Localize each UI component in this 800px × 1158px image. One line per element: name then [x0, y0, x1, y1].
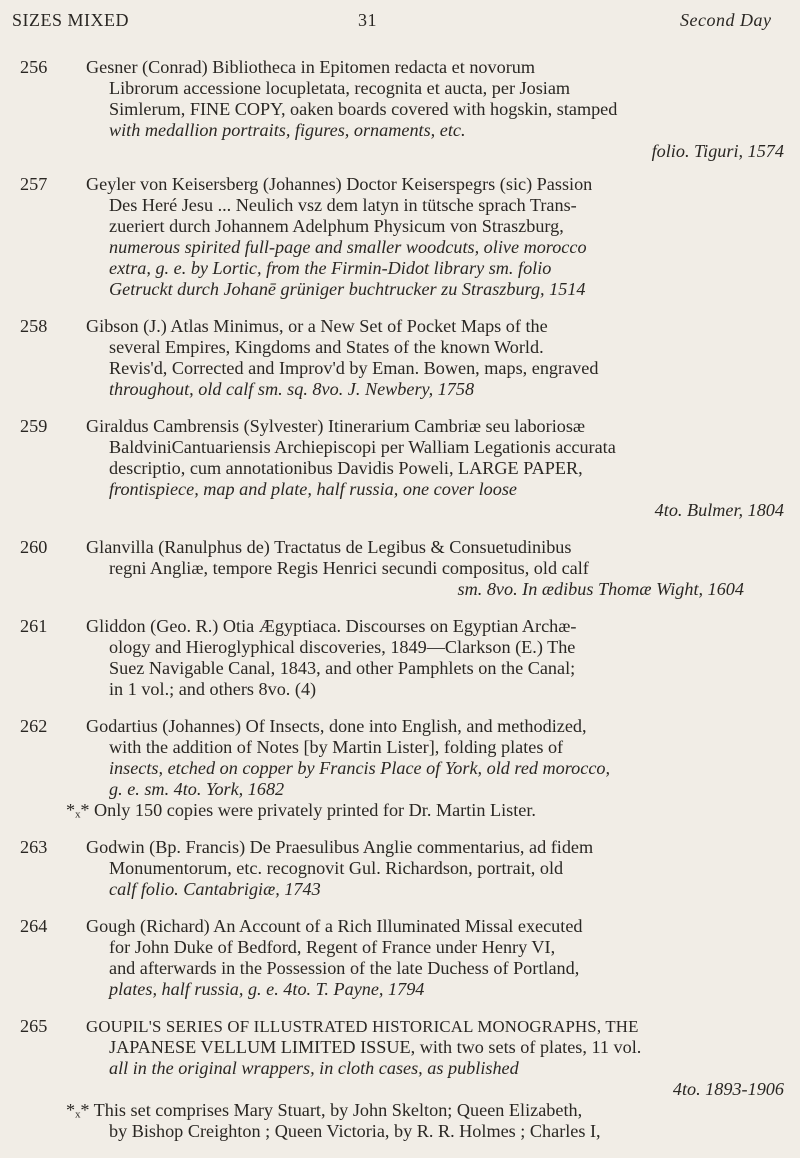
entry-line: ology and Hieroglyphical discoveries, 1849—Clarkson (E.) The — [109, 637, 576, 657]
entry-line: Gliddon (Geo. R.) Otia Ægyptiaca. Discourses on Egyptian Archæ- — [86, 616, 577, 636]
entry-line: with the addition of Notes [by Martin Lister], folding plates of — [109, 737, 564, 757]
lot-entry — [0, 316, 800, 400]
entry-line: Godwin (Bp. Francis) De Praesulibus Anglie commentarius, ad fidem — [86, 837, 594, 857]
entry-line: several Empires, Kingdoms and States of the known World. — [109, 337, 544, 357]
entry-line: extra, g. e. by Lortic, from the Firmin-Didot library sm. folio — [109, 258, 552, 278]
lot-number: 256 — [20, 57, 48, 77]
note-line: by Bishop Creighton ; Queen Victoria, by R. R. Holmes ; Charles I, — [109, 1121, 601, 1141]
header-right: Second Day — [680, 10, 772, 30]
entry-line: JAPANESE VELLUM LIMITED ISSUE, with two sets of plates, 11 vol. — [109, 1037, 642, 1057]
entry-line: numerous spirited full-page and smaller woodcuts, olive morocco — [109, 237, 587, 257]
entry-note — [66, 1100, 786, 1142]
lot-entry — [0, 837, 800, 900]
lot-entry — [0, 416, 800, 521]
lot-entry — [0, 616, 800, 700]
entry-line: Godartius (Johannes) Of Insects, done into English, and methodized, — [86, 716, 587, 736]
entry-line: and afterwards in the Possession of the late Duchess of Portland, — [109, 958, 580, 978]
entry-line: Gesner (Conrad) Bibliotheca in Epitomen redacta et novorum — [86, 57, 535, 77]
entry-line: Giraldus Cambrensis (Sylvester) Itinerarium Cambriæ seu laboriosæ — [86, 416, 586, 436]
entry-imprint: sm. 8vo. In ædibus Thomæ Wight, 1604 — [457, 579, 744, 599]
lot-number: 260 — [20, 537, 48, 557]
entry-line: Revis'd, Corrected and Improv'd by Eman. Bowen, maps, engraved — [109, 358, 599, 378]
entry-line: Getruckt durch Johanē grüniger buchtrucker zu Straszburg, 1514 — [109, 279, 586, 299]
entry-line: zueriert durch Johannem Adelphum Physicum von Straszburg, — [109, 216, 564, 236]
entry-imprint: folio. Tiguri, 1574 — [651, 141, 784, 161]
entry-line: Gibson (J.) Atlas Minimus, or a New Set of Pocket Maps of the — [86, 316, 548, 336]
page-number: 31 — [358, 10, 377, 30]
lot-entry — [0, 537, 800, 600]
running-header — [0, 10, 800, 36]
entry-line: in 1 vol.; and others 8vo. (4) — [109, 679, 317, 699]
lot-entry — [0, 57, 800, 162]
entry-line: frontispiece, map and plate, half russia, one cover loose — [109, 479, 517, 499]
entry-line: g. e. sm. 4to. York, 1682 — [109, 779, 285, 799]
entry-line: regni Angliæ, tempore Regis Henrici secundi compositus, old calf — [109, 558, 589, 578]
entry-line: Monumentorum, etc. recognovit Gul. Richardson, portrait, old — [109, 858, 564, 878]
entry-line: insects, etched on copper by Francis Place of York, old red morocco, — [109, 758, 611, 778]
entry-imprint: 4to. Bulmer, 1804 — [654, 500, 784, 520]
entry-line: throughout, old calf sm. sq. 8vo. J. Newbery, 1758 — [109, 379, 475, 399]
entry-line: Glanvilla (Ranulphus de) Tractatus de Legibus & Consuetudinibus — [86, 537, 572, 557]
entry-line: BaldviniCantuariensis Archiepiscopi per Walliam Legationis accurata — [109, 437, 616, 457]
entry-line: descriptio, cum annotationibus Davidis Poweli, LARGE PAPER, — [109, 458, 583, 478]
lot-number: 258 — [20, 316, 48, 336]
entry-line: Gough (Richard) An Account of a Rich Illuminated Missal executed — [86, 916, 583, 936]
entry-line: Des Heré Jesu ... Neulich vsz dem latyn in tütsche sprach Trans- — [109, 195, 577, 215]
catalogue-entries — [0, 57, 800, 1142]
entry-line: Suez Navigable Canal, 1843, and other Pamphlets on the Canal; — [109, 658, 576, 678]
entry-line: all in the original wrappers, in cloth cases, as published — [109, 1058, 519, 1078]
lot-number: 257 — [20, 174, 48, 194]
lot-entry — [0, 716, 800, 800]
lot-number: 259 — [20, 416, 48, 436]
entry-line: Librorum accessione locupletata, recognita et aucta, per Josiam — [109, 78, 571, 98]
entry-line: plates, half russia, g. e. 4to. T. Payne, 1794 — [109, 979, 425, 999]
entry-line: Geyler von Keisersberg (Johannes) Doctor Keiserspegrs (sic) Passion — [86, 174, 593, 194]
entry-line: calf folio. Cantabrigiæ, 1743 — [109, 879, 321, 899]
lot-number: 261 — [20, 616, 48, 636]
entry-line: with medallion portraits, figures, ornaments, etc. — [109, 120, 466, 140]
entry-note — [66, 800, 786, 821]
lot-number: 265 — [20, 1016, 48, 1036]
entry-line: Simlerum, FINE COPY, oaken boards covered with hogskin, stamped — [109, 99, 618, 119]
header-left: SIZES MIXED — [12, 10, 129, 30]
lot-number: 262 — [20, 716, 48, 736]
lot-entry — [0, 174, 800, 300]
note-line: *ₓ* Only 150 copies were privately printed for Dr. Martin Lister. — [66, 800, 536, 820]
entry-line: for John Duke of Bedford, Regent of France under Henry VI, — [109, 937, 556, 957]
lot-number: 263 — [20, 837, 48, 857]
note-line: *ₓ* This set comprises Mary Stuart, by John Skelton; Queen Elizabeth, — [66, 1100, 583, 1120]
entry-imprint: 4to. 1893-1906 — [672, 1079, 784, 1099]
lot-number: 264 — [20, 916, 48, 936]
lot-entry — [0, 1016, 800, 1100]
entry-line: GOUPIL'S SERIES OF ILLUSTRATED HISTORICAL MONOGRAPHS, THE — [86, 1017, 639, 1036]
lot-entry — [0, 916, 800, 1000]
